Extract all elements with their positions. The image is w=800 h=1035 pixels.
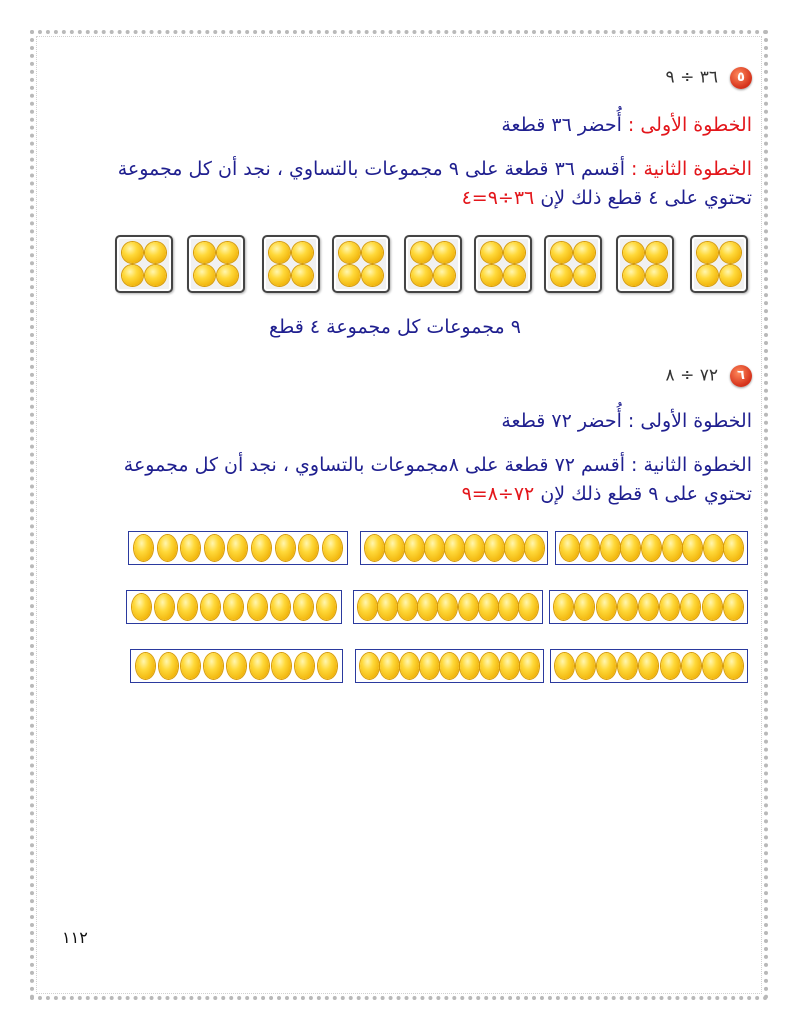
counter-egg [663, 535, 682, 561]
counter-egg [438, 594, 457, 620]
counter-egg [385, 535, 404, 561]
counter-ball [122, 265, 143, 286]
problem-6-equation: ٧٢÷٨=٩ [461, 483, 535, 505]
counter-egg [724, 535, 743, 561]
counter-ball [697, 242, 718, 263]
counter-ball [339, 242, 360, 263]
counter-egg [134, 535, 153, 561]
problem-5-step-2-text: أقسم ٣٦ قطعة على ٩ مجموعات بالتساوي ، نجد أن كل مجموعة [117, 158, 625, 180]
problem-5-step-1 [501, 114, 752, 137]
problem-5-caption: ٩ مجموعات كل مجموعة ٤ قطع [269, 316, 521, 338]
counter-egg [460, 653, 479, 679]
counter-ball [194, 265, 215, 286]
counter-egg [299, 535, 318, 561]
counter-egg [580, 535, 599, 561]
counter-ball [339, 265, 360, 286]
counter-egg [360, 653, 379, 679]
counter-egg [181, 535, 200, 561]
counter-ball [269, 265, 290, 286]
counter-egg [618, 653, 637, 679]
counter-egg [365, 535, 384, 561]
counter-group-box [616, 235, 674, 293]
problem-5-step-2-cont-text: تحتوي على ٤ قطع ذلك لإن [540, 187, 752, 209]
problem-6-expression: ٧٢ ÷ ٨ [665, 365, 718, 386]
counter-ball [194, 242, 215, 263]
counter-egg [703, 653, 722, 679]
counter-egg [276, 535, 295, 561]
counter-egg [201, 594, 220, 620]
counter-ball [217, 242, 238, 263]
counter-ball [646, 265, 667, 286]
counter-egg [576, 653, 595, 679]
counter-egg [204, 653, 223, 679]
counter-group-bar [126, 590, 342, 624]
counter-egg [465, 535, 484, 561]
problem-6-step-1 [501, 410, 752, 433]
counter-egg [224, 594, 243, 620]
counter-ball [551, 265, 572, 286]
counter-egg [683, 535, 702, 561]
counter-egg [500, 653, 519, 679]
counter-egg [181, 653, 200, 679]
counter-ball [574, 242, 595, 263]
counter-group-bar [555, 531, 748, 565]
counter-egg [358, 594, 377, 620]
counter-egg [520, 653, 539, 679]
counter-egg [618, 594, 637, 620]
counter-egg [400, 653, 419, 679]
counter-group-bar [360, 531, 548, 565]
counter-group-box [474, 235, 532, 293]
problem-5-step-2-cont [462, 187, 752, 210]
counter-ball [551, 242, 572, 263]
counter-ball [623, 242, 644, 263]
counter-egg [525, 535, 544, 561]
counter-group-bar [355, 649, 544, 683]
counter-egg [639, 594, 658, 620]
counter-egg [252, 535, 271, 561]
counter-egg [271, 594, 290, 620]
counter-ball [481, 242, 502, 263]
counter-egg [445, 535, 464, 561]
counter-egg [248, 594, 267, 620]
counter-egg [380, 653, 399, 679]
counter-egg [228, 535, 247, 561]
counter-group-box [187, 235, 245, 293]
counter-egg [459, 594, 478, 620]
counter-egg [703, 594, 722, 620]
problem-5-number-badge: ٥ [730, 67, 752, 89]
counter-ball [362, 265, 383, 286]
counter-egg [418, 594, 437, 620]
counter-egg [724, 594, 743, 620]
counter-group-bar [128, 531, 348, 565]
counter-egg [485, 535, 504, 561]
counter-ball [411, 265, 432, 286]
counter-egg [425, 535, 444, 561]
counter-group-box [332, 235, 390, 293]
counter-egg [272, 653, 291, 679]
problem-5-step-1-text: أُحضر ٣٦ قطعة [501, 114, 622, 136]
counter-ball [646, 242, 667, 263]
counter-egg [178, 594, 197, 620]
counter-egg [480, 653, 499, 679]
counter-group-bar [549, 590, 748, 624]
counter-ball [574, 265, 595, 286]
counter-egg [440, 653, 459, 679]
counter-egg [378, 594, 397, 620]
problem-5-equation: ٣٦÷٩=٤ [461, 187, 535, 209]
counter-egg [155, 594, 174, 620]
counter-ball [411, 242, 432, 263]
problem-6-header [666, 364, 752, 387]
counter-ball [434, 265, 455, 286]
counter-egg [318, 653, 337, 679]
counter-egg [159, 653, 178, 679]
counter-egg [639, 653, 658, 679]
problem-6-step-2-cont [462, 483, 752, 506]
counter-egg [597, 594, 616, 620]
counter-group-box [262, 235, 320, 293]
counter-egg [660, 594, 679, 620]
problem-6-step-2 [124, 454, 752, 477]
counter-group-bar [353, 590, 543, 624]
counter-ball [720, 242, 741, 263]
problem-6-step-1-label: الخطوة الأولى : [627, 410, 752, 432]
counter-egg [205, 535, 224, 561]
counter-group-box [544, 235, 602, 293]
counter-egg [294, 594, 313, 620]
counter-egg [505, 535, 524, 561]
problem-5-header [666, 66, 752, 89]
counter-group-bar [130, 649, 343, 683]
counter-egg [158, 535, 177, 561]
counter-egg [642, 535, 661, 561]
counter-egg [405, 535, 424, 561]
counter-group-box [690, 235, 748, 293]
counter-egg [575, 594, 594, 620]
problem-6-step-1-text: أُحضر ٧٢ قطعة [501, 410, 622, 432]
counter-egg [295, 653, 314, 679]
counter-egg [398, 594, 417, 620]
counter-egg [554, 594, 573, 620]
counter-ball [697, 265, 718, 286]
counter-ball [292, 242, 313, 263]
counter-egg [682, 653, 701, 679]
counter-group-box [404, 235, 462, 293]
problem-5-step-2-label: الخطوة الثانية : [631, 158, 752, 180]
counter-egg [479, 594, 498, 620]
counter-ball [269, 242, 290, 263]
counter-ball [122, 242, 143, 263]
problem-5-step-1-label: الخطوة الأولى : [627, 114, 752, 136]
counter-egg [597, 653, 616, 679]
problem-6-step-2-cont-text: تحتوي على ٩ قطع ذلك لإن [540, 483, 752, 505]
page-number: ١١٢ [62, 928, 88, 947]
counter-ball [292, 265, 313, 286]
counter-ball [434, 242, 455, 263]
counter-egg [227, 653, 246, 679]
counter-egg [323, 535, 342, 561]
counter-egg [560, 535, 579, 561]
counter-egg [661, 653, 680, 679]
counter-ball [217, 265, 238, 286]
counter-egg [250, 653, 269, 679]
counter-egg [317, 594, 336, 620]
counter-ball [623, 265, 644, 286]
counter-egg [704, 535, 723, 561]
problem-6-step-2-label: الخطوة الثانية : [631, 454, 752, 476]
counter-egg [601, 535, 620, 561]
problem-6-step-2-text: أقسم ٧٢ قطعة على ٨مجموعات بالتساوي ، نجد أن كل مجموعة [123, 454, 625, 476]
counter-egg [499, 594, 518, 620]
counter-ball [504, 242, 525, 263]
problem-5-step-2 [118, 158, 752, 181]
counter-ball [504, 265, 525, 286]
counter-group-box [115, 235, 173, 293]
problem-5-expression: ٣٦ ÷ ٩ [665, 67, 718, 88]
counter-egg [681, 594, 700, 620]
problem-6-number-badge: ٦ [730, 365, 752, 387]
counter-egg [132, 594, 151, 620]
counter-egg [136, 653, 155, 679]
counter-ball [481, 265, 502, 286]
counter-egg [420, 653, 439, 679]
counter-egg [621, 535, 640, 561]
counter-group-bar [550, 649, 748, 683]
counter-ball [720, 265, 741, 286]
counter-egg [555, 653, 574, 679]
counter-ball [145, 242, 166, 263]
counter-ball [362, 242, 383, 263]
counter-egg [519, 594, 538, 620]
counter-egg [724, 653, 743, 679]
counter-ball [145, 265, 166, 286]
